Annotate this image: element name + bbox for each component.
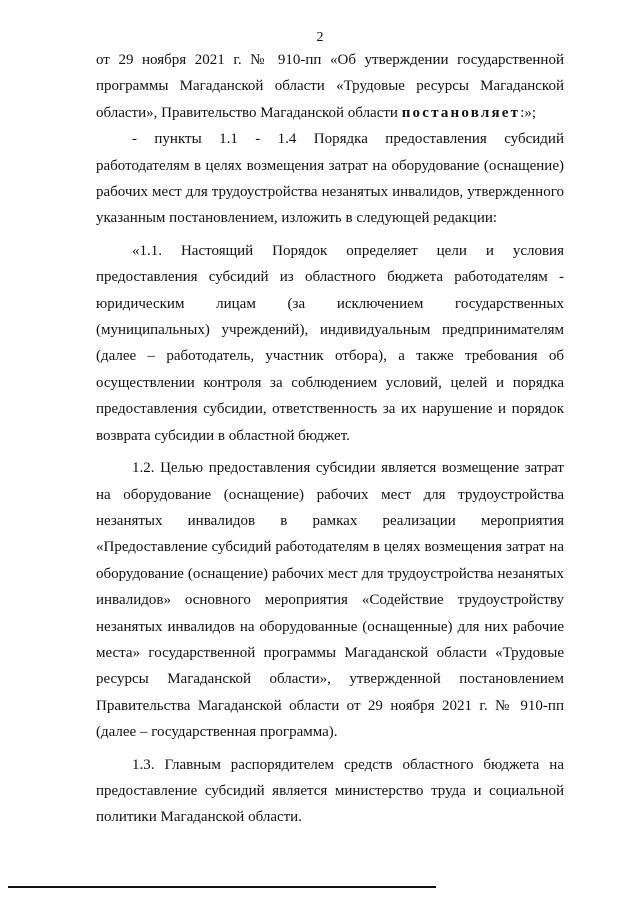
footer-rule [8,886,436,888]
paragraph-amendment-intro: - пункты 1.1 - 1.4 Порядка предоставления субсидий работодателям в целях возмещения затрат на оборудование (оснащение) рабочих мест для трудоустройства незанятых инвалидов, утвержденного указанным постановлением, изложить в следующей редакции: [96,131,564,227]
paragraph-1-2: 1.2. Целью предоставления субсидии является возмещение затрат на оборудование (оснащение) рабочих мест для трудоустройства незанятых инвалидов в рамках реализации мероприятия «Предоставление субсидий работодателям в целях возмещения затрат на оборудование (оснащение) рабочих мест для трудоустройства незанятых инвалидов» основного мероприятия «Содействие трудоустройству незанятых инвалидов на оборудованные (оснащенные) для них рабочие места» государственной программы Магаданской области «Трудовые ресурсы Магаданской области», утвержденной постановлением Правительства Магаданской области от 29 ноября 2021 г. № 910-пп (далее – государственная программа). [96,460,564,741]
paragraph-1-3: 1.3. Главным распорядителем средств областного бюджета на предоставление субсидий является министерство труда и социальной политики Магаданской области. [96,756,564,826]
paragraph-continuation [96,47,564,126]
paragraph-1-1: «1.1. Настоящий Порядок определяет цели и условия предоставления субсидий из областного бюджета работодателям - юридическим лицам (за исключением государственных (муниципальных) учреждений), индивидуальным предпринимателям (далее – работодатель, участник отбора), а также требования об осуществлении контроля за соблюдением условий, целей и порядка предоставления субсидии, ответственность за их нарушение и порядок возврата субсидии в областной бюджет. [96,242,564,444]
paragraph-closing: :»; [520,104,537,121]
document-body [96,47,564,831]
resolves-word: постановляет [401,104,521,121]
page-number: 2 [316,30,324,45]
paragraph-text: от 29 ноября 2021 г. № 910-пп «Об утверждении государственной программы Магаданской области «Трудовые ресурсы Магаданской области», Правительство Магаданской области [96,52,564,121]
